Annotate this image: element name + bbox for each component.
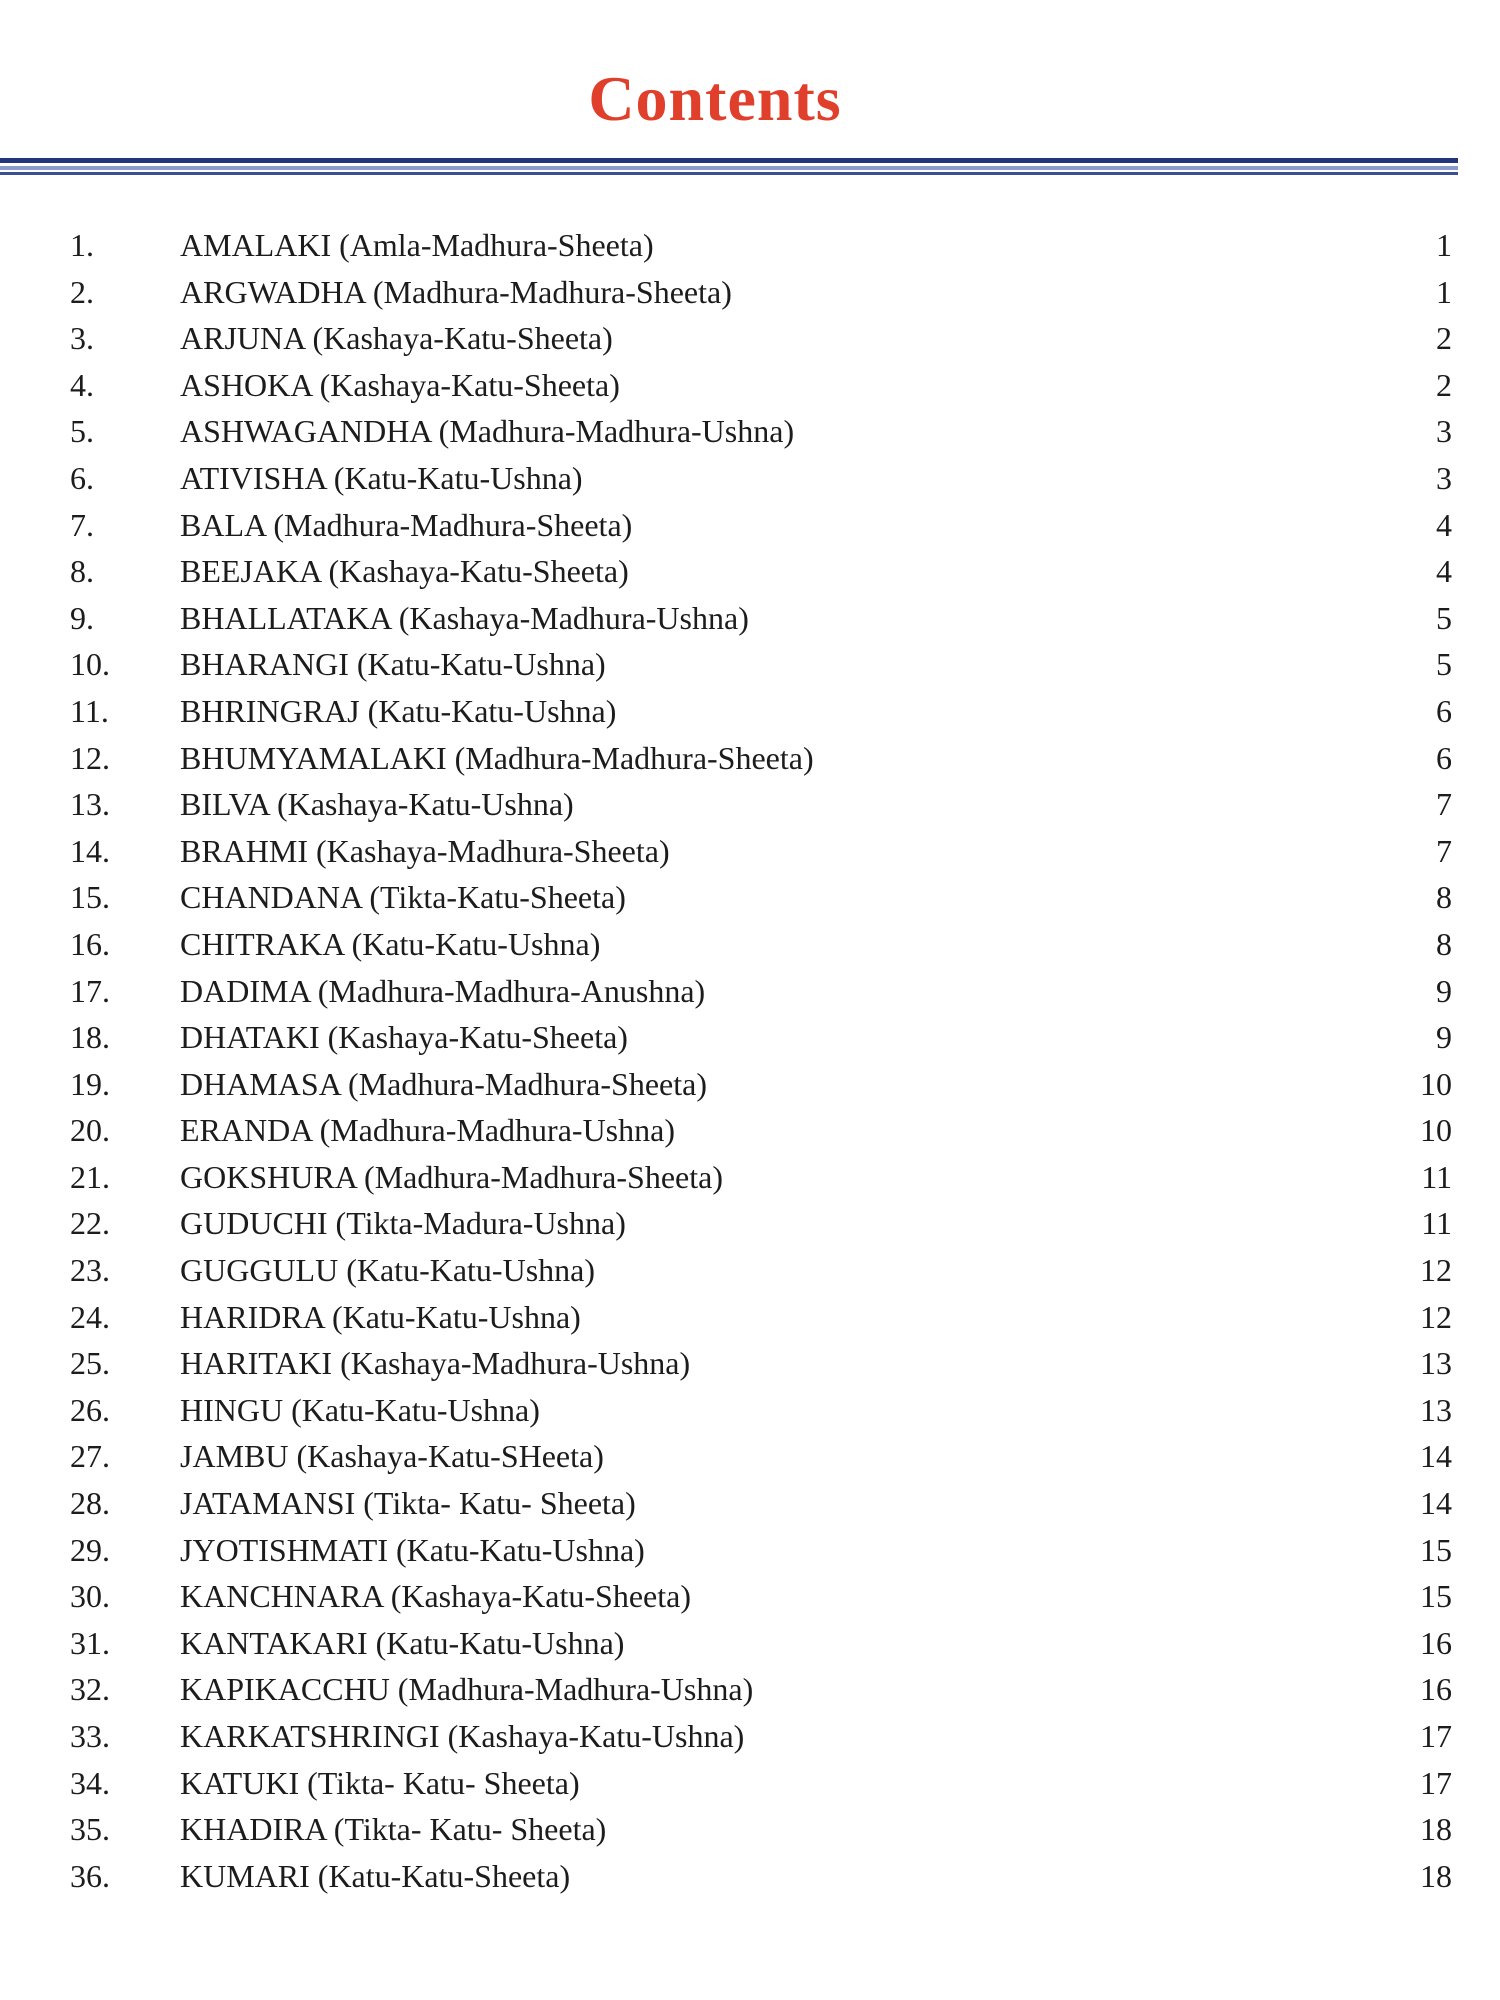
toc-page-number: 10 xyxy=(1420,1065,1452,1102)
toc-row[interactable] xyxy=(0,921,1500,968)
toc-entry-title: BHUMYAMALAKI (Madhura-Madhura-Sheeta) xyxy=(180,739,814,776)
toc-number: 30. xyxy=(70,1578,110,1615)
toc-entry-title: CHITRAKA (Katu-Katu-Ushna) xyxy=(180,925,601,962)
toc-entry-title: GUGGULU (Katu-Katu-Ushna) xyxy=(180,1252,595,1289)
toc-page-number: 8 xyxy=(1436,879,1452,916)
toc-row[interactable] xyxy=(0,1107,1500,1154)
toc-page-number: 1 xyxy=(1436,227,1452,263)
toc-row[interactable] xyxy=(0,1200,1500,1247)
toc-number: 28. xyxy=(70,1485,110,1522)
toc-entry-title: ARJUNA (Kashaya-Katu-Sheeta) xyxy=(180,320,613,357)
toc-number: 21. xyxy=(70,1158,110,1195)
toc-number: 11. xyxy=(70,692,109,729)
toc-row[interactable] xyxy=(0,1480,1500,1527)
toc-page-number: 10 xyxy=(1420,1112,1452,1149)
toc-entry-title: JAMBU (Kashaya-Katu-SHeeta) xyxy=(180,1438,604,1475)
toc-row[interactable] xyxy=(0,1014,1500,1061)
toc-row[interactable] xyxy=(0,269,1500,316)
toc-entry-title: KATUKI (Tikta- Katu- Sheeta) xyxy=(180,1764,580,1801)
toc-row[interactable] xyxy=(0,1760,1500,1807)
toc-row[interactable] xyxy=(0,595,1500,642)
toc-page-number: 3 xyxy=(1436,413,1452,450)
toc-entry-title: KUMARI (Katu-Katu-Sheeta) xyxy=(180,1857,571,1894)
toc-number: 35. xyxy=(70,1811,110,1848)
toc-entry-title: KANCHNARA (Kashaya-Katu-Sheeta) xyxy=(180,1578,691,1615)
toc-page-number: 16 xyxy=(1420,1671,1452,1708)
toc-page-number: 14 xyxy=(1420,1438,1452,1475)
toc-number: 14. xyxy=(70,832,110,869)
toc-number: 26. xyxy=(70,1391,110,1428)
toc-row[interactable] xyxy=(0,781,1500,828)
toc-page-number: 15 xyxy=(1420,1531,1452,1568)
toc-entry-title: GUDUCHI (Tikta-Madura-Ushna) xyxy=(180,1205,626,1242)
toc-number: 8. xyxy=(70,553,94,590)
toc-number: 17. xyxy=(70,972,110,1009)
toc-page-number: 5 xyxy=(1436,599,1452,636)
toc-page-number: 17 xyxy=(1420,1718,1452,1754)
toc-entry-title: ATIVISHA (Katu-Katu-Ushna) xyxy=(180,459,583,496)
toc-row[interactable] xyxy=(0,1853,1500,1900)
toc-number: 1. xyxy=(70,227,94,263)
toc-number: 2. xyxy=(70,273,94,310)
toc-number: 15. xyxy=(70,879,110,916)
toc-page-number: 15 xyxy=(1420,1578,1452,1615)
toc-row[interactable] xyxy=(0,1573,1500,1620)
toc-row[interactable] xyxy=(0,1340,1500,1387)
toc-page-number: 2 xyxy=(1436,366,1452,403)
toc-page-number: 13 xyxy=(1420,1345,1452,1382)
title-divider-dark xyxy=(0,158,1458,163)
toc-row[interactable] xyxy=(0,1666,1500,1713)
toc-row[interactable] xyxy=(0,408,1500,455)
toc-entry-title: BALA (Madhura-Madhura-Sheeta) xyxy=(180,506,633,543)
toc-entry-title: KARKATSHRINGI (Kashaya-Katu-Ushna) xyxy=(180,1718,745,1754)
toc-number: 20. xyxy=(70,1112,110,1149)
toc-page-number: 1 xyxy=(1436,273,1452,310)
toc-page-number: 18 xyxy=(1420,1857,1452,1894)
toc-page-number: 11 xyxy=(1421,1205,1452,1242)
toc-page-number: 2 xyxy=(1436,320,1452,357)
toc-number: 22. xyxy=(70,1205,110,1242)
toc-page-number: 8 xyxy=(1436,925,1452,962)
toc-row[interactable] xyxy=(0,1433,1500,1480)
toc-page-number: 6 xyxy=(1436,692,1452,729)
toc-number: 9. xyxy=(70,599,94,636)
toc-row[interactable] xyxy=(0,968,1500,1015)
toc-page-number: 4 xyxy=(1436,553,1452,590)
toc-page-number: 9 xyxy=(1436,1019,1452,1056)
toc-row[interactable] xyxy=(0,1247,1500,1294)
toc-entry-title: BEEJAKA (Kashaya-Katu-Sheeta) xyxy=(180,553,629,590)
toc-number: 24. xyxy=(70,1298,110,1335)
toc-page-number: 7 xyxy=(1436,832,1452,869)
toc-row[interactable] xyxy=(0,641,1500,688)
toc-entry-title: KAPIKACCHU (Madhura-Madhura-Ushna) xyxy=(180,1671,754,1708)
toc-number: 33. xyxy=(70,1718,110,1754)
toc-number: 23. xyxy=(70,1252,110,1289)
toc-entry-title: JATAMANSI (Tikta- Katu- Sheeta) xyxy=(180,1485,636,1522)
toc-page-number: 6 xyxy=(1436,739,1452,776)
toc-entry-title: KANTAKARI (Katu-Katu-Ushna) xyxy=(180,1624,625,1661)
toc-row[interactable] xyxy=(0,455,1500,502)
toc-entry-title: KHADIRA (Tikta- Katu- Sheeta) xyxy=(180,1811,607,1848)
toc-entry-title: JYOTISHMATI (Katu-Katu-Ushna) xyxy=(180,1531,645,1568)
toc-row[interactable] xyxy=(0,1154,1500,1201)
toc-entry-title: BHRINGRAJ (Katu-Katu-Ushna) xyxy=(180,692,617,729)
toc-page-number: 14 xyxy=(1420,1485,1452,1522)
toc-number: 6. xyxy=(70,459,94,496)
toc-row[interactable] xyxy=(0,1620,1500,1667)
title-divider-bottom xyxy=(0,172,1458,175)
toc-page-number: 13 xyxy=(1420,1391,1452,1428)
toc-entry-title: CHANDANA (Tikta-Katu-Sheeta) xyxy=(180,879,626,916)
toc-number: 12. xyxy=(70,739,110,776)
toc-entry-title: HINGU (Katu-Katu-Ushna) xyxy=(180,1391,540,1428)
toc-page-number: 16 xyxy=(1420,1624,1452,1661)
toc-page-number: 7 xyxy=(1436,786,1452,823)
page-title: Contents xyxy=(588,63,842,134)
toc-number: 31. xyxy=(70,1624,110,1661)
toc-entry-title: BRAHMI (Kashaya-Madhura-Sheeta) xyxy=(180,832,670,869)
toc-row[interactable] xyxy=(0,1713,1500,1760)
toc-number: 19. xyxy=(70,1065,110,1102)
toc-row[interactable] xyxy=(0,688,1500,735)
toc-entry-title: BILVA (Kashaya-Katu-Ushna) xyxy=(180,786,574,823)
toc-page-number: 5 xyxy=(1436,646,1452,683)
toc-entry-title: ASHOKA (Kashaya-Katu-Sheeta) xyxy=(180,366,620,403)
title-divider-light xyxy=(0,166,1458,170)
toc-row[interactable] xyxy=(0,1061,1500,1108)
toc-page-number: 17 xyxy=(1420,1764,1452,1801)
toc-entry-title: HARIDRA (Katu-Katu-Ushna) xyxy=(180,1298,581,1335)
toc-row[interactable] xyxy=(0,362,1500,409)
toc-entry-title: DHATAKI (Kashaya-Katu-Sheeta) xyxy=(180,1019,628,1056)
toc-row[interactable] xyxy=(0,222,1500,269)
toc-number: 18. xyxy=(70,1019,110,1056)
table-of-contents xyxy=(0,222,1500,1899)
toc-entry-title: DHAMASA (Madhura-Madhura-Sheeta) xyxy=(180,1065,707,1102)
toc-number: 25. xyxy=(70,1345,110,1382)
toc-page-number: 12 xyxy=(1420,1252,1452,1289)
toc-entry-title: AMALAKI (Amla-Madhura-Sheeta) xyxy=(180,227,654,263)
toc-row[interactable] xyxy=(0,735,1500,782)
toc-row[interactable] xyxy=(0,1387,1500,1434)
toc-entry-title: ERANDA (Madhura-Madhura-Ushna) xyxy=(180,1112,675,1149)
toc-page-number: 18 xyxy=(1420,1811,1452,1848)
toc-page-number: 4 xyxy=(1436,506,1452,543)
toc-entry-title: ARGWADHA (Madhura-Madhura-Sheeta) xyxy=(180,273,732,310)
toc-page-number: 9 xyxy=(1436,972,1452,1009)
toc-entry-title: BHARANGI (Katu-Katu-Ushna) xyxy=(180,646,606,683)
toc-entry-title: ASHWAGANDHA (Madhura-Madhura-Ushna) xyxy=(180,413,795,450)
toc-page-number: 3 xyxy=(1436,459,1452,496)
toc-entry-title: HARITAKI (Kashaya-Madhura-Ushna) xyxy=(180,1345,691,1382)
toc-row[interactable] xyxy=(0,315,1500,362)
toc-number: 3. xyxy=(70,320,94,357)
toc-number: 7. xyxy=(70,506,94,543)
toc-number: 32. xyxy=(70,1671,110,1708)
toc-number: 4. xyxy=(70,366,94,403)
toc-row[interactable] xyxy=(0,1806,1500,1853)
toc-row[interactable] xyxy=(0,828,1500,875)
toc-row[interactable] xyxy=(0,1294,1500,1341)
toc-number: 27. xyxy=(70,1438,110,1475)
toc-row[interactable] xyxy=(0,548,1500,595)
toc-row[interactable] xyxy=(0,1527,1500,1574)
toc-page-number: 12 xyxy=(1420,1298,1452,1335)
toc-entry-title: GOKSHURA (Madhura-Madhura-Sheeta) xyxy=(180,1158,723,1195)
toc-row[interactable] xyxy=(0,874,1500,921)
toc-number: 16. xyxy=(70,925,110,962)
toc-entry-title: BHALLATAKA (Kashaya-Madhura-Ushna) xyxy=(180,599,749,636)
toc-number: 10. xyxy=(70,646,110,683)
toc-row[interactable] xyxy=(0,502,1500,549)
toc-number: 36. xyxy=(70,1857,110,1894)
toc-number: 5. xyxy=(70,413,94,450)
toc-number: 13. xyxy=(70,786,110,823)
toc-entry-title: DADIMA (Madhura-Madhura-Anushna) xyxy=(180,972,706,1009)
toc-number: 29. xyxy=(70,1531,110,1568)
toc-number: 34. xyxy=(70,1764,110,1801)
toc-page-number: 11 xyxy=(1421,1158,1452,1195)
